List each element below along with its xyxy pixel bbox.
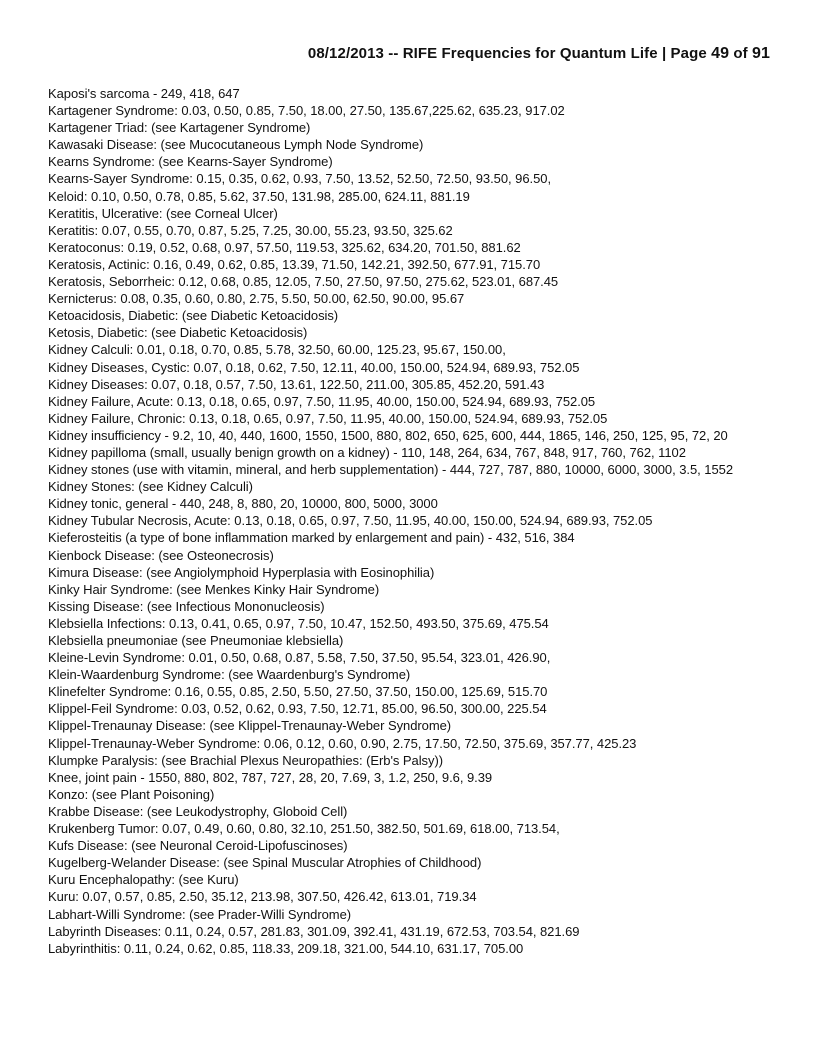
list-item: Kidney Failure, Chronic: 0.13, 0.18, 0.65, 0.97, 7.50, 11.95, 40.00, 150.00, 524.94, 689.93, 752.05 [48, 410, 608, 426]
list-item: Labyrinth Diseases: 0.11, 0.24, 0.57, 281.83, 301.09, 392.41, 431.19, 672.53, 703.54, 821.69 [48, 923, 580, 939]
list-item: Kernicterus: 0.08, 0.35, 0.60, 0.80, 2.75, 5.50, 50.00, 62.50, 90.00, 95.67 [48, 291, 465, 307]
list-item: Keratosis, Seborrheic: 0.12, 0.68, 0.85, 12.05, 7.50, 27.50, 97.50, 275.62, 523.01, 687.45 [48, 274, 559, 290]
header-of: of [733, 45, 748, 62]
list-item: Keratoconus: 0.19, 0.52, 0.68, 0.97, 57.50, 119.53, 325.62, 634.20, 701.50, 881.62 [48, 239, 521, 255]
list-item: Krabbe Disease: (see Leukodystrophy, Globoid Cell) [48, 803, 348, 819]
list-item: Kimura Disease: (see Angiolymphoid Hyperplasia with Eosinophilia) [48, 564, 435, 580]
list-item: Konzo: (see Plant Poisoning) [48, 786, 215, 802]
list-item: Ketosis, Diabetic: (see Diabetic Ketoacidosis) [48, 325, 308, 341]
list-item: Kidney tonic, general - 440, 248, 8, 880, 20, 10000, 800, 5000, 3000 [48, 496, 438, 512]
list-item: Kidney Diseases: 0.07, 0.18, 0.57, 7.50, 13.61, 122.50, 211.00, 305.85, 452.20, 591.43 [48, 376, 545, 392]
list-item: Kugelberg-Welander Disease: (see Spinal Muscular Atrophies of Childhood) [48, 855, 482, 871]
list-item: Kidney papilloma (small, usually benign growth on a kidney) - 110, 148, 264, 634, 767, 848, 917, 760, 762, 1102 [48, 444, 686, 460]
list-item: Kidney insufficiency - 9.2, 10, 40, 440, 1600, 1550, 1500, 880, 802, 650, 625, 600, 444, 1865, 146, 250, 125, 95, 72, 20 [48, 427, 728, 443]
list-item: Kieferosteitis (a type of bone inflammation marked by enlargement and pain) - 432, 516, 384 [48, 530, 575, 546]
frequency-list [48, 85, 774, 957]
list-item: Kienbock Disease: (see Osteonecrosis) [48, 547, 274, 563]
page-header [308, 45, 770, 63]
list-item: Keratosis, Actinic: 0.16, 0.49, 0.62, 0.85, 13.39, 71.50, 142.21, 392.50, 677.91, 715.70 [48, 256, 541, 272]
list-item: Kidney Failure, Acute: 0.13, 0.18, 0.65, 0.97, 7.50, 11.95, 40.00, 150.00, 524.94, 689.93, 752.05 [48, 393, 596, 409]
list-item: Kinky Hair Syndrome: (see Menkes Kinky Hair Syndrome) [48, 581, 380, 597]
list-item: Klippel-Trenaunay Disease: (see Klippel-Trenaunay-Weber Syndrome) [48, 718, 452, 734]
list-item: Kissing Disease: (see Infectious Mononucleosis) [48, 598, 325, 614]
list-item: Kidney Stones: (see Kidney Calculi) [48, 479, 253, 495]
list-item: Ketoacidosis, Diabetic: (see Diabetic Ketoacidosis) [48, 308, 339, 324]
list-item: Kawasaki Disease: (see Mucocutaneous Lymph Node Syndrome) [48, 137, 424, 153]
list-item: Kidney Tubular Necrosis, Acute: 0.13, 0.18, 0.65, 0.97, 7.50, 11.95, 40.00, 150.00, 524.94, 689.93, 752.05 [48, 513, 653, 529]
list-item: Klebsiella Infections: 0.13, 0.41, 0.65, 0.97, 7.50, 10.47, 152.50, 493.50, 375.69, 475.54 [48, 615, 549, 631]
list-item: Klumpke Paralysis: (see Brachial Plexus Neuropathies: (Erb's Palsy)) [48, 752, 444, 768]
list-item: Kaposi's sarcoma - 249, 418, 647 [48, 86, 240, 101]
list-item: Knee, joint pain - 1550, 880, 802, 787, 727, 28, 20, 7.69, 3, 1.2, 250, 9.6, 9.39 [48, 769, 493, 785]
list-item: Kearns-Sayer Syndrome: 0.15, 0.35, 0.62, 0.93, 7.50, 13.52, 52.50, 72.50, 93.50, 96.50, [48, 171, 552, 187]
list-item: Keratitis: 0.07, 0.55, 0.70, 0.87, 5.25, 7.25, 30.00, 55.23, 93.50, 325.62 [48, 222, 453, 238]
list-item: Kufs Disease: (see Neuronal Ceroid-Lipofuscinoses) [48, 838, 348, 854]
list-item: Labhart-Willi Syndrome: (see Prader-Willi Syndrome) [48, 906, 352, 922]
list-item: Kidney Calculi: 0.01, 0.18, 0.70, 0.85, 5.78, 32.50, 60.00, 125.23, 95.67, 150.00, [48, 342, 506, 358]
list-item: Kuru: 0.07, 0.57, 0.85, 2.50, 35.12, 213.98, 307.50, 426.42, 613.01, 719.34 [48, 889, 477, 905]
list-item: Kartagener Triad: (see Kartagener Syndrome) [48, 120, 311, 136]
list-item: Krukenberg Tumor: 0.07, 0.49, 0.60, 0.80, 32.10, 251.50, 382.50, 501.69, 618.00, 713.54, [48, 821, 560, 837]
list-item: Klinefelter Syndrome: 0.16, 0.55, 0.85, 2.50, 5.50, 27.50, 37.50, 150.00, 125.69, 515.70 [48, 684, 548, 700]
total-pages: 91 [752, 45, 770, 62]
list-item: Klippel-Trenaunay-Weber Syndrome: 0.06, 0.12, 0.60, 0.90, 2.75, 17.50, 72.50, 375.69, 357.77, 425.23 [48, 735, 637, 751]
list-item: Klippel-Feil Syndrome: 0.03, 0.52, 0.62, 0.93, 7.50, 12.71, 85.00, 96.50, 300.00, 225.54 [48, 701, 547, 717]
list-item: Keratitis, Ulcerative: (see Corneal Ulcer) [48, 205, 278, 221]
list-item: Kidney Diseases, Cystic: 0.07, 0.18, 0.62, 7.50, 12.11, 40.00, 150.00, 524.94, 689.93, 752.05 [48, 359, 580, 375]
list-item: Kleine-Levin Syndrome: 0.01, 0.50, 0.68, 0.87, 5.58, 7.50, 37.50, 95.54, 323.01, 426.90, [48, 650, 551, 666]
list-item: Kartagener Syndrome: 0.03, 0.50, 0.85, 7.50, 18.00, 27.50, 135.67,225.62, 635.23, 917.02 [48, 103, 565, 119]
list-item: Kuru Encephalopathy: (see Kuru) [48, 872, 239, 888]
list-item: Kidney stones (use with vitamin, mineral, and herb supplementation) - 444, 727, 787, 880, 10000, 6000, 3000, 3.5, 1552 [48, 462, 733, 478]
list-item: Klebsiella pneumoniae (see Pneumoniae klebsiella) [48, 633, 344, 648]
list-item: Klein-Waardenburg Syndrome: (see Waardenburg's Syndrome) [48, 667, 411, 683]
list-item: Labyrinthitis: 0.11, 0.24, 0.62, 0.85, 118.33, 209.18, 321.00, 544.10, 631.17, 705.00 [48, 940, 524, 956]
list-item: Kearns Syndrome: (see Kearns-Sayer Syndrome) [48, 154, 333, 170]
header-title: 08/12/2013 -- RIFE Frequencies for Quantum Life | Page [307, 45, 707, 62]
page-number: 49 [711, 45, 730, 62]
list-item: Keloid: 0.10, 0.50, 0.78, 0.85, 5.62, 37.50, 131.98, 285.00, 624.11, 881.19 [48, 188, 470, 204]
